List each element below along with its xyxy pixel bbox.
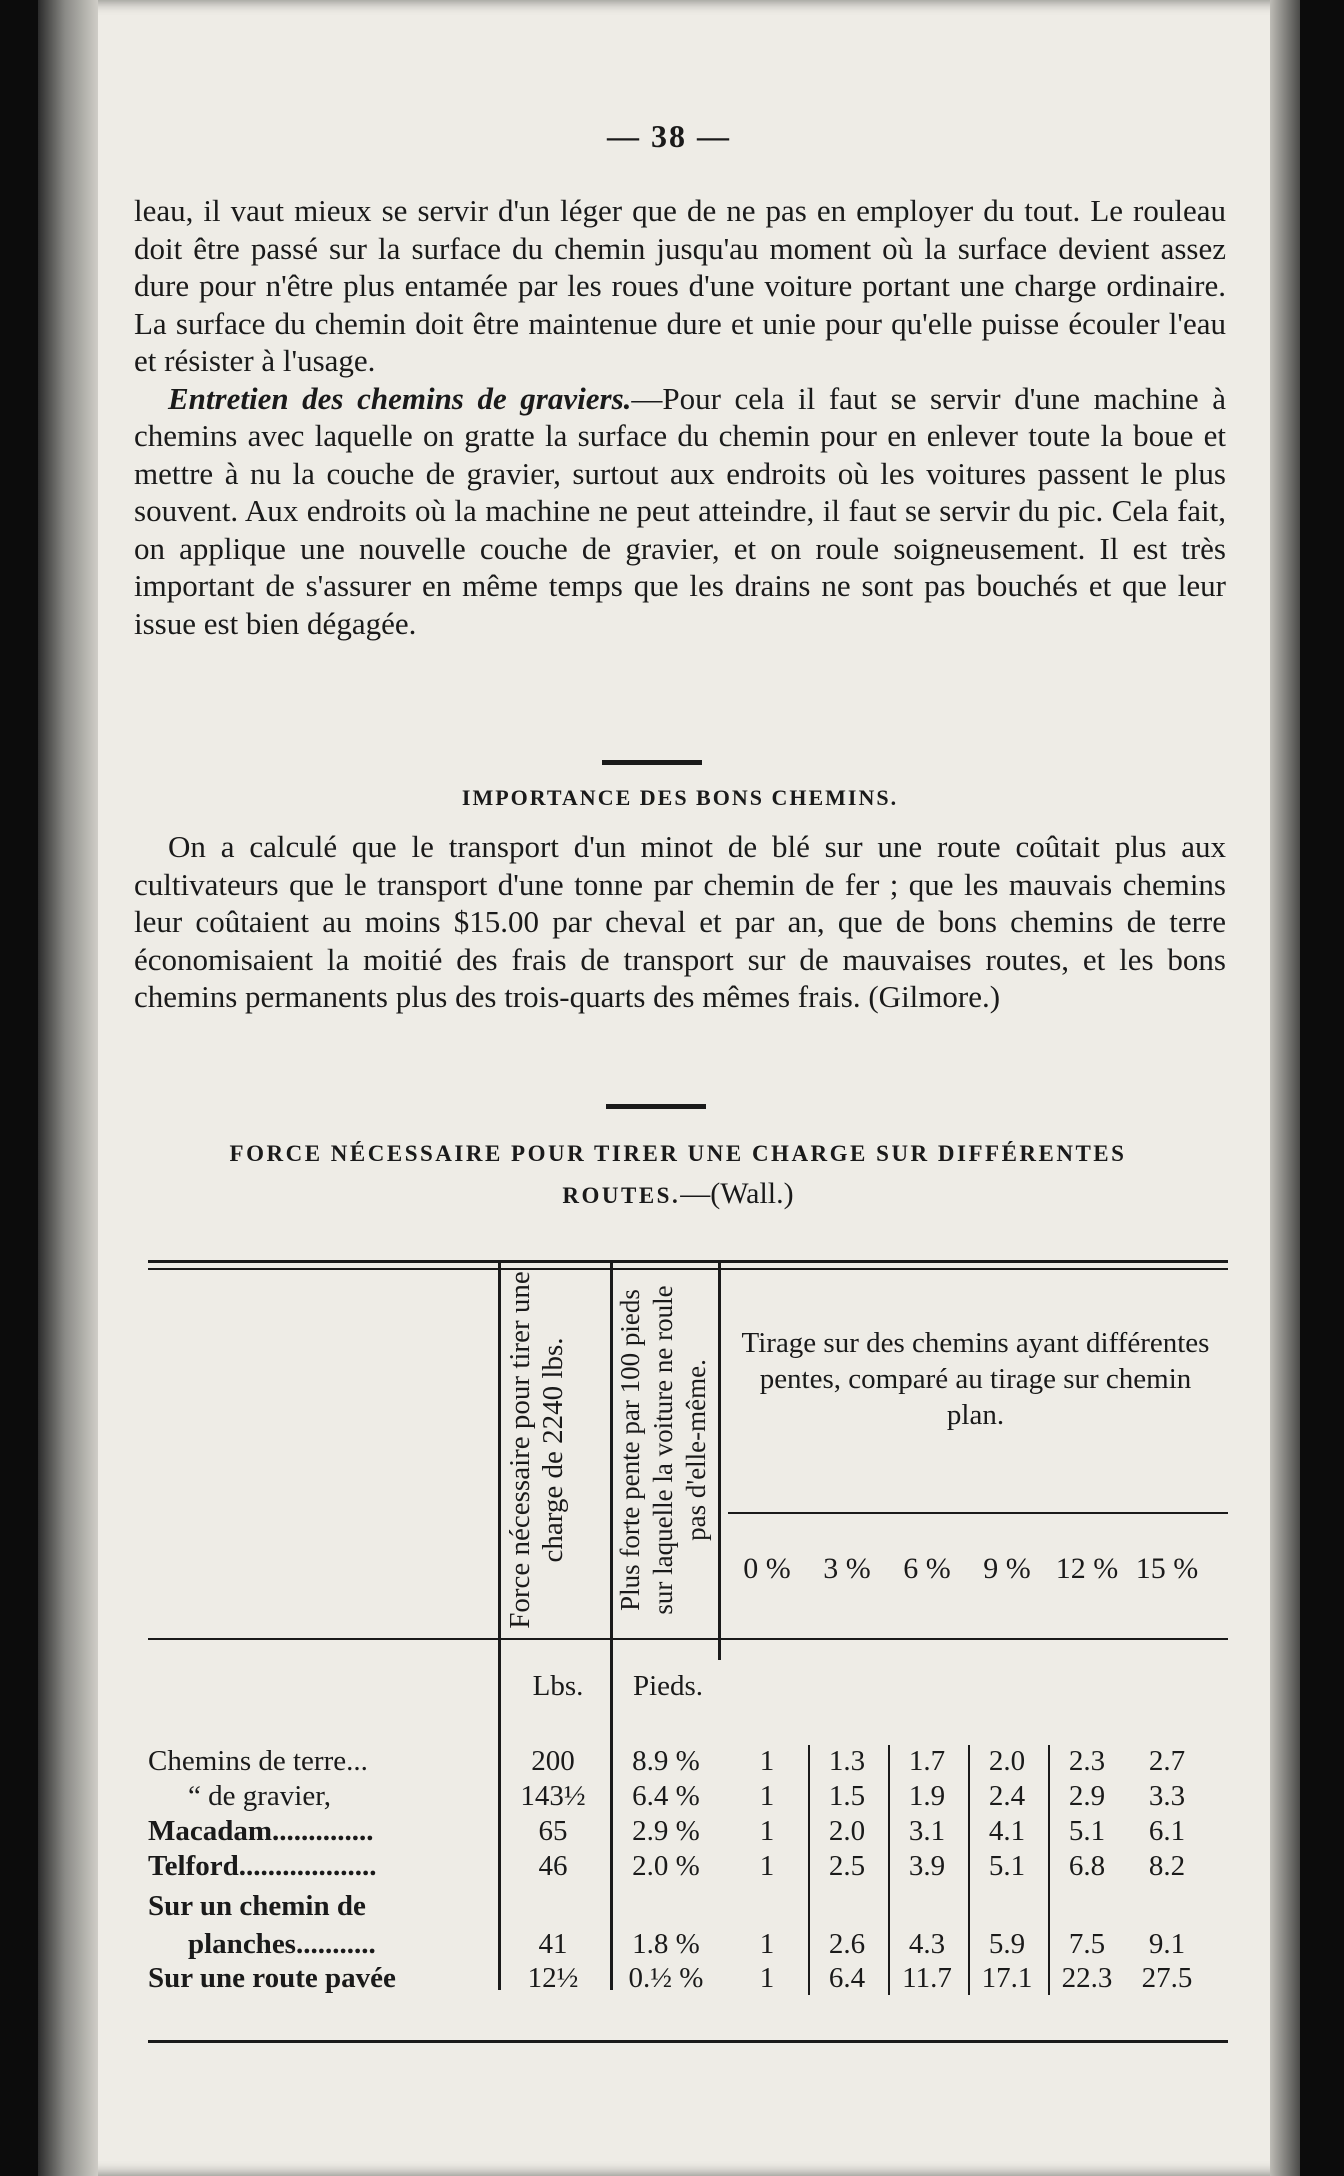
column-rule — [808, 1745, 810, 1995]
table-title-source: —(Wall.) — [680, 1177, 794, 1210]
unit-pieds: Pieds. — [632, 1670, 704, 1702]
page-number: — 38 — — [607, 118, 731, 154]
tirage-0: 1 — [759, 1745, 775, 1777]
tirage-3: 2.6 — [828, 1928, 866, 1960]
row-label: Macadam.............. — [148, 1815, 374, 1847]
table-top-rule — [148, 1260, 1228, 1263]
tirage-0: 1 — [759, 1850, 775, 1882]
body-text-importance — [134, 828, 1226, 1016]
pente-value: 2.0 % — [632, 1850, 700, 1882]
column-rule — [968, 1745, 970, 1995]
tirage-9: 2.4 — [988, 1780, 1026, 1812]
column-rule — [888, 1745, 890, 1995]
tirage-12: 2.3 — [1068, 1745, 1106, 1777]
paragraph-entretien — [134, 380, 1226, 643]
tirage-0: 1 — [759, 1928, 775, 1960]
pente-value: 2.9 % — [632, 1815, 700, 1847]
column-header-force-text: Force nécessaire pour tirer une charge de 2240 lbs. — [504, 1271, 569, 1629]
header-bottom-rule — [148, 1638, 1228, 1640]
force-value: 143½ — [520, 1780, 586, 1812]
paragraph-importance: On a calculé que le transport d'un minot de blé sur une route coûtait plus aux cultivateurs que le transport d'une tonne par chemin de fer ; que les mauvais chemins leur coûtaient au moins $15.00 par cheval et par an, que de bons chemins de terre économisaient la moitié des frais de transport sur de mauvaises routes, et les bons chemins permanents plus des trois-quarts des mêmes frais. (Gilmore.) — [134, 829, 1226, 1014]
force-value: 41 — [538, 1928, 568, 1960]
tirage-9: 4.1 — [988, 1815, 1026, 1847]
tirage-0: 1 — [759, 1962, 775, 1994]
percent-header-6: 6 % — [903, 1552, 951, 1585]
column-rule — [718, 1260, 721, 1660]
tirage-6: 1.7 — [908, 1745, 946, 1777]
force-value: 12½ — [527, 1962, 579, 1994]
tirage-9: 5.1 — [988, 1850, 1026, 1882]
tirage-3: 2.5 — [828, 1850, 866, 1882]
tirage-3: 2.0 — [828, 1815, 866, 1847]
tirage-15: 2.7 — [1148, 1745, 1186, 1777]
column-rule — [610, 1260, 613, 1990]
percent-header-3: 3 % — [823, 1552, 871, 1585]
tirage-0: 1 — [759, 1815, 775, 1847]
section-divider — [606, 1104, 706, 1109]
tirage-0: 1 — [759, 1780, 775, 1812]
force-table — [148, 1240, 1238, 2060]
tirage-3: 6.4 — [828, 1962, 866, 1994]
tirage-6: 4.3 — [908, 1928, 946, 1960]
column-header-pente-text: Plus forte pente par 100 pieds sur laquelle la voiture ne roule pas d'elle-même. — [615, 1285, 711, 1615]
tirage-15: 27.5 — [1141, 1962, 1193, 1994]
tirage-6: 11.7 — [902, 1962, 952, 1994]
tirage-12: 2.9 — [1068, 1780, 1106, 1812]
tirage-12: 22.3 — [1061, 1962, 1113, 1994]
percent-header-12: 12 % — [1055, 1552, 1119, 1585]
tirage-3: 1.5 — [828, 1780, 866, 1812]
column-header-force — [504, 1270, 570, 1630]
tirage-3: 1.3 — [828, 1745, 866, 1777]
tirage-15: 3.3 — [1148, 1780, 1186, 1812]
force-value: 65 — [538, 1815, 568, 1847]
tirage-6: 3.9 — [908, 1850, 946, 1882]
body-text-top — [134, 192, 1226, 642]
paragraph-rouleau: leau, il vaut mieux se servir d'un léger que de ne pas en employer du tout. Le rouleau doit être passé sur la surface du chemin jusqu'au moment où la surface devient assez dure pour n'être plus entamée par les roues d'une voiture portant une charge ordinaire. La surface du chemin doit être maintenue dure et unie pour qu'elle puisse écouler l'eau et résister à l'usage. — [134, 193, 1226, 378]
row-label: Chemins de terre... — [148, 1745, 368, 1777]
row-label: Telford................... — [148, 1850, 377, 1882]
section-divider — [602, 760, 702, 765]
tirage-6: 3.1 — [908, 1815, 946, 1847]
page-edge — [1270, 0, 1300, 2176]
pente-value: 1.8 % — [632, 1928, 700, 1960]
unit-lbs: Lbs. — [532, 1670, 584, 1702]
tirage-15: 6.1 — [1148, 1815, 1186, 1847]
row-label: Sur un chemin de — [148, 1890, 366, 1922]
force-value: 200 — [531, 1745, 575, 1777]
percent-header-0: 0 % — [743, 1552, 791, 1585]
column-header-tirage: Tirage sur des chemins ayant différentes pentes, comparé au tirage sur chemin plan. — [741, 1327, 1210, 1431]
table-title-line1: FORCE NÉCESSAIRE POUR TIRER UNE CHARGE SUR DIFFÉRENTES — [229, 1141, 1127, 1166]
tirage-9: 5.9 — [988, 1928, 1026, 1960]
tirage-12: 7.5 — [1068, 1928, 1106, 1960]
tirage-15: 8.2 — [1148, 1850, 1186, 1882]
section-heading-importance: IMPORTANCE DES BONS CHEMINS. — [461, 785, 899, 810]
table-title-line2: ROUTES. — [562, 1183, 681, 1208]
tirage-9: 17.1 — [981, 1962, 1033, 1994]
table-bottom-rule — [148, 2040, 1228, 2043]
pente-value: 6.4 % — [632, 1780, 700, 1812]
force-value: 46 — [538, 1850, 568, 1882]
tirage-rule — [728, 1512, 1228, 1514]
tirage-9: 2.0 — [988, 1745, 1026, 1777]
row-label: planches........... — [188, 1928, 376, 1960]
tirage-15: 9.1 — [1148, 1928, 1186, 1960]
table-title — [158, 1134, 1198, 1216]
pente-value: 8.9 % — [632, 1745, 700, 1777]
percent-header-9: 9 % — [983, 1552, 1031, 1585]
tirage-12: 6.8 — [1068, 1850, 1106, 1882]
column-header-pente — [614, 1270, 713, 1630]
percent-header-15: 15 % — [1135, 1552, 1199, 1585]
book-page — [38, 0, 1300, 2176]
row-label: “ de gravier, — [188, 1780, 331, 1812]
tirage-6: 1.9 — [908, 1780, 946, 1812]
tirage-12: 5.1 — [1068, 1815, 1106, 1847]
paragraph-entretien-body: —Pour cela il faut se servir d'une machine à chemins avec laquelle on gratte la surface du chemin pour en enlever toute la boue et mettre à nu la couche de gravier, surtout aux endroits où les voitures passent le plus souvent. Aux endroits où la machine ne peut atteindre, il faut se servir du pic. Cela fait, on applique une nouvelle couche de gravier, et on roule soigneusement. Il est très important de s'assurer en même temps que les drains ne sont pas bouchés et que leur issue est bien dégagée. — [134, 380, 1226, 641]
row-label: Sur une route pavée — [148, 1962, 396, 1994]
pente-value: 0.½ % — [628, 1962, 704, 1994]
paragraph-entretien-title: Entretien des chemins de graviers. — [168, 380, 632, 416]
column-rule — [1048, 1745, 1050, 1995]
binding-gutter — [38, 0, 98, 2176]
column-rule — [498, 1260, 501, 1990]
